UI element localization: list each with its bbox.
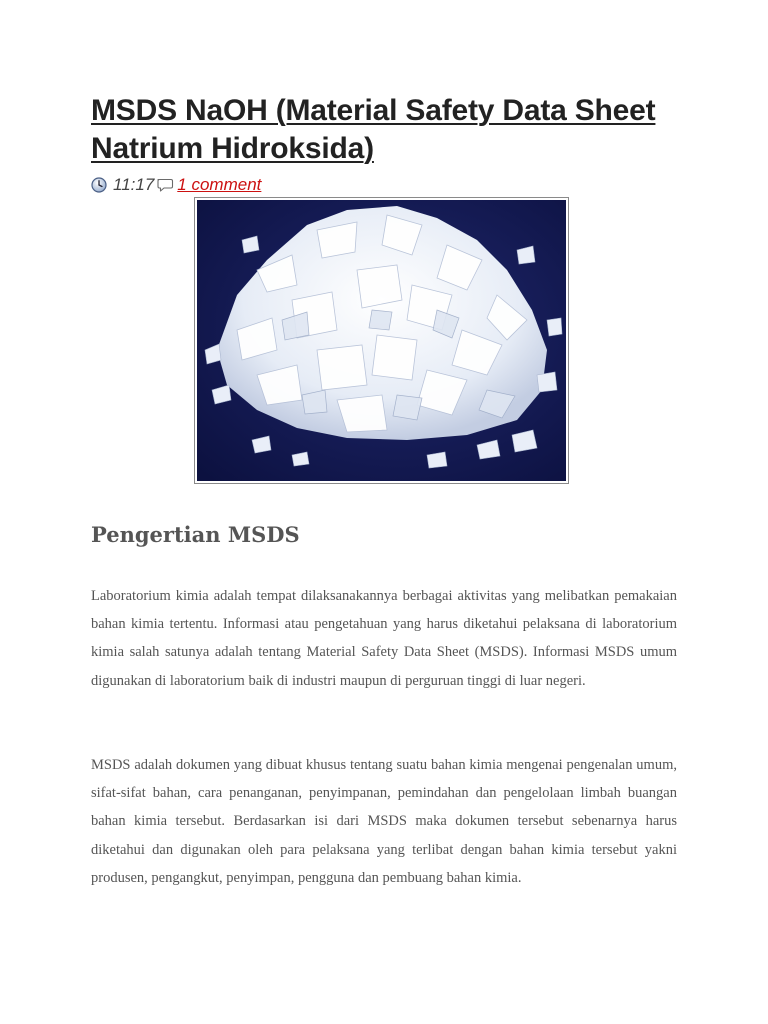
paragraph: MSDS adalah dokumen yang dibuat khusus tentang suatu bahan kimia mengenai pengenalan umum, sifat-sifat bahan, cara penanganan, penyimpanan, pemindahan dan pengelolaan limbah buangan bahan kimia tersebut. Berdasarkan isi dari MSDS maka dokumen tersebut sebenarnya harus diketahui dan digunakan oleh para pelaksana yang terlibat dengan bahan kimia tersebut yakni produsen, pengangkut, penyimpan, pengguna dan pembuang bahan kimia.	[91, 757, 677, 886]
clock-icon	[91, 177, 113, 193]
post-image	[194, 197, 569, 484]
post-meta	[91, 174, 261, 196]
comments-link[interactable]: 1 comment	[177, 175, 262, 194]
post-time: 11:17	[113, 175, 155, 194]
section-heading: Pengertian MSDS	[91, 522, 300, 547]
comment-icon	[154, 177, 177, 193]
paragraph: Laboratorium kimia adalah tempat dilaksanakannya berbagai aktivitas yang melibatkan pemakaian bahan kimia tertentu. Informasi atau pengetahuan yang harus diketahui pelaksana di laboratorium kimia salah satunya adalah tentang Material Safety Data Sheet (MSDS). Informasi MSDS umum digunakan di laboratorium baik di industri maupun di perguruan tinggi di luar negeri.	[91, 588, 677, 689]
naoh-flakes-photo	[197, 200, 566, 481]
post-title[interactable]: MSDS NaOH (Material Safety Data Sheet Natrium Hidroksida)	[91, 94, 656, 165]
